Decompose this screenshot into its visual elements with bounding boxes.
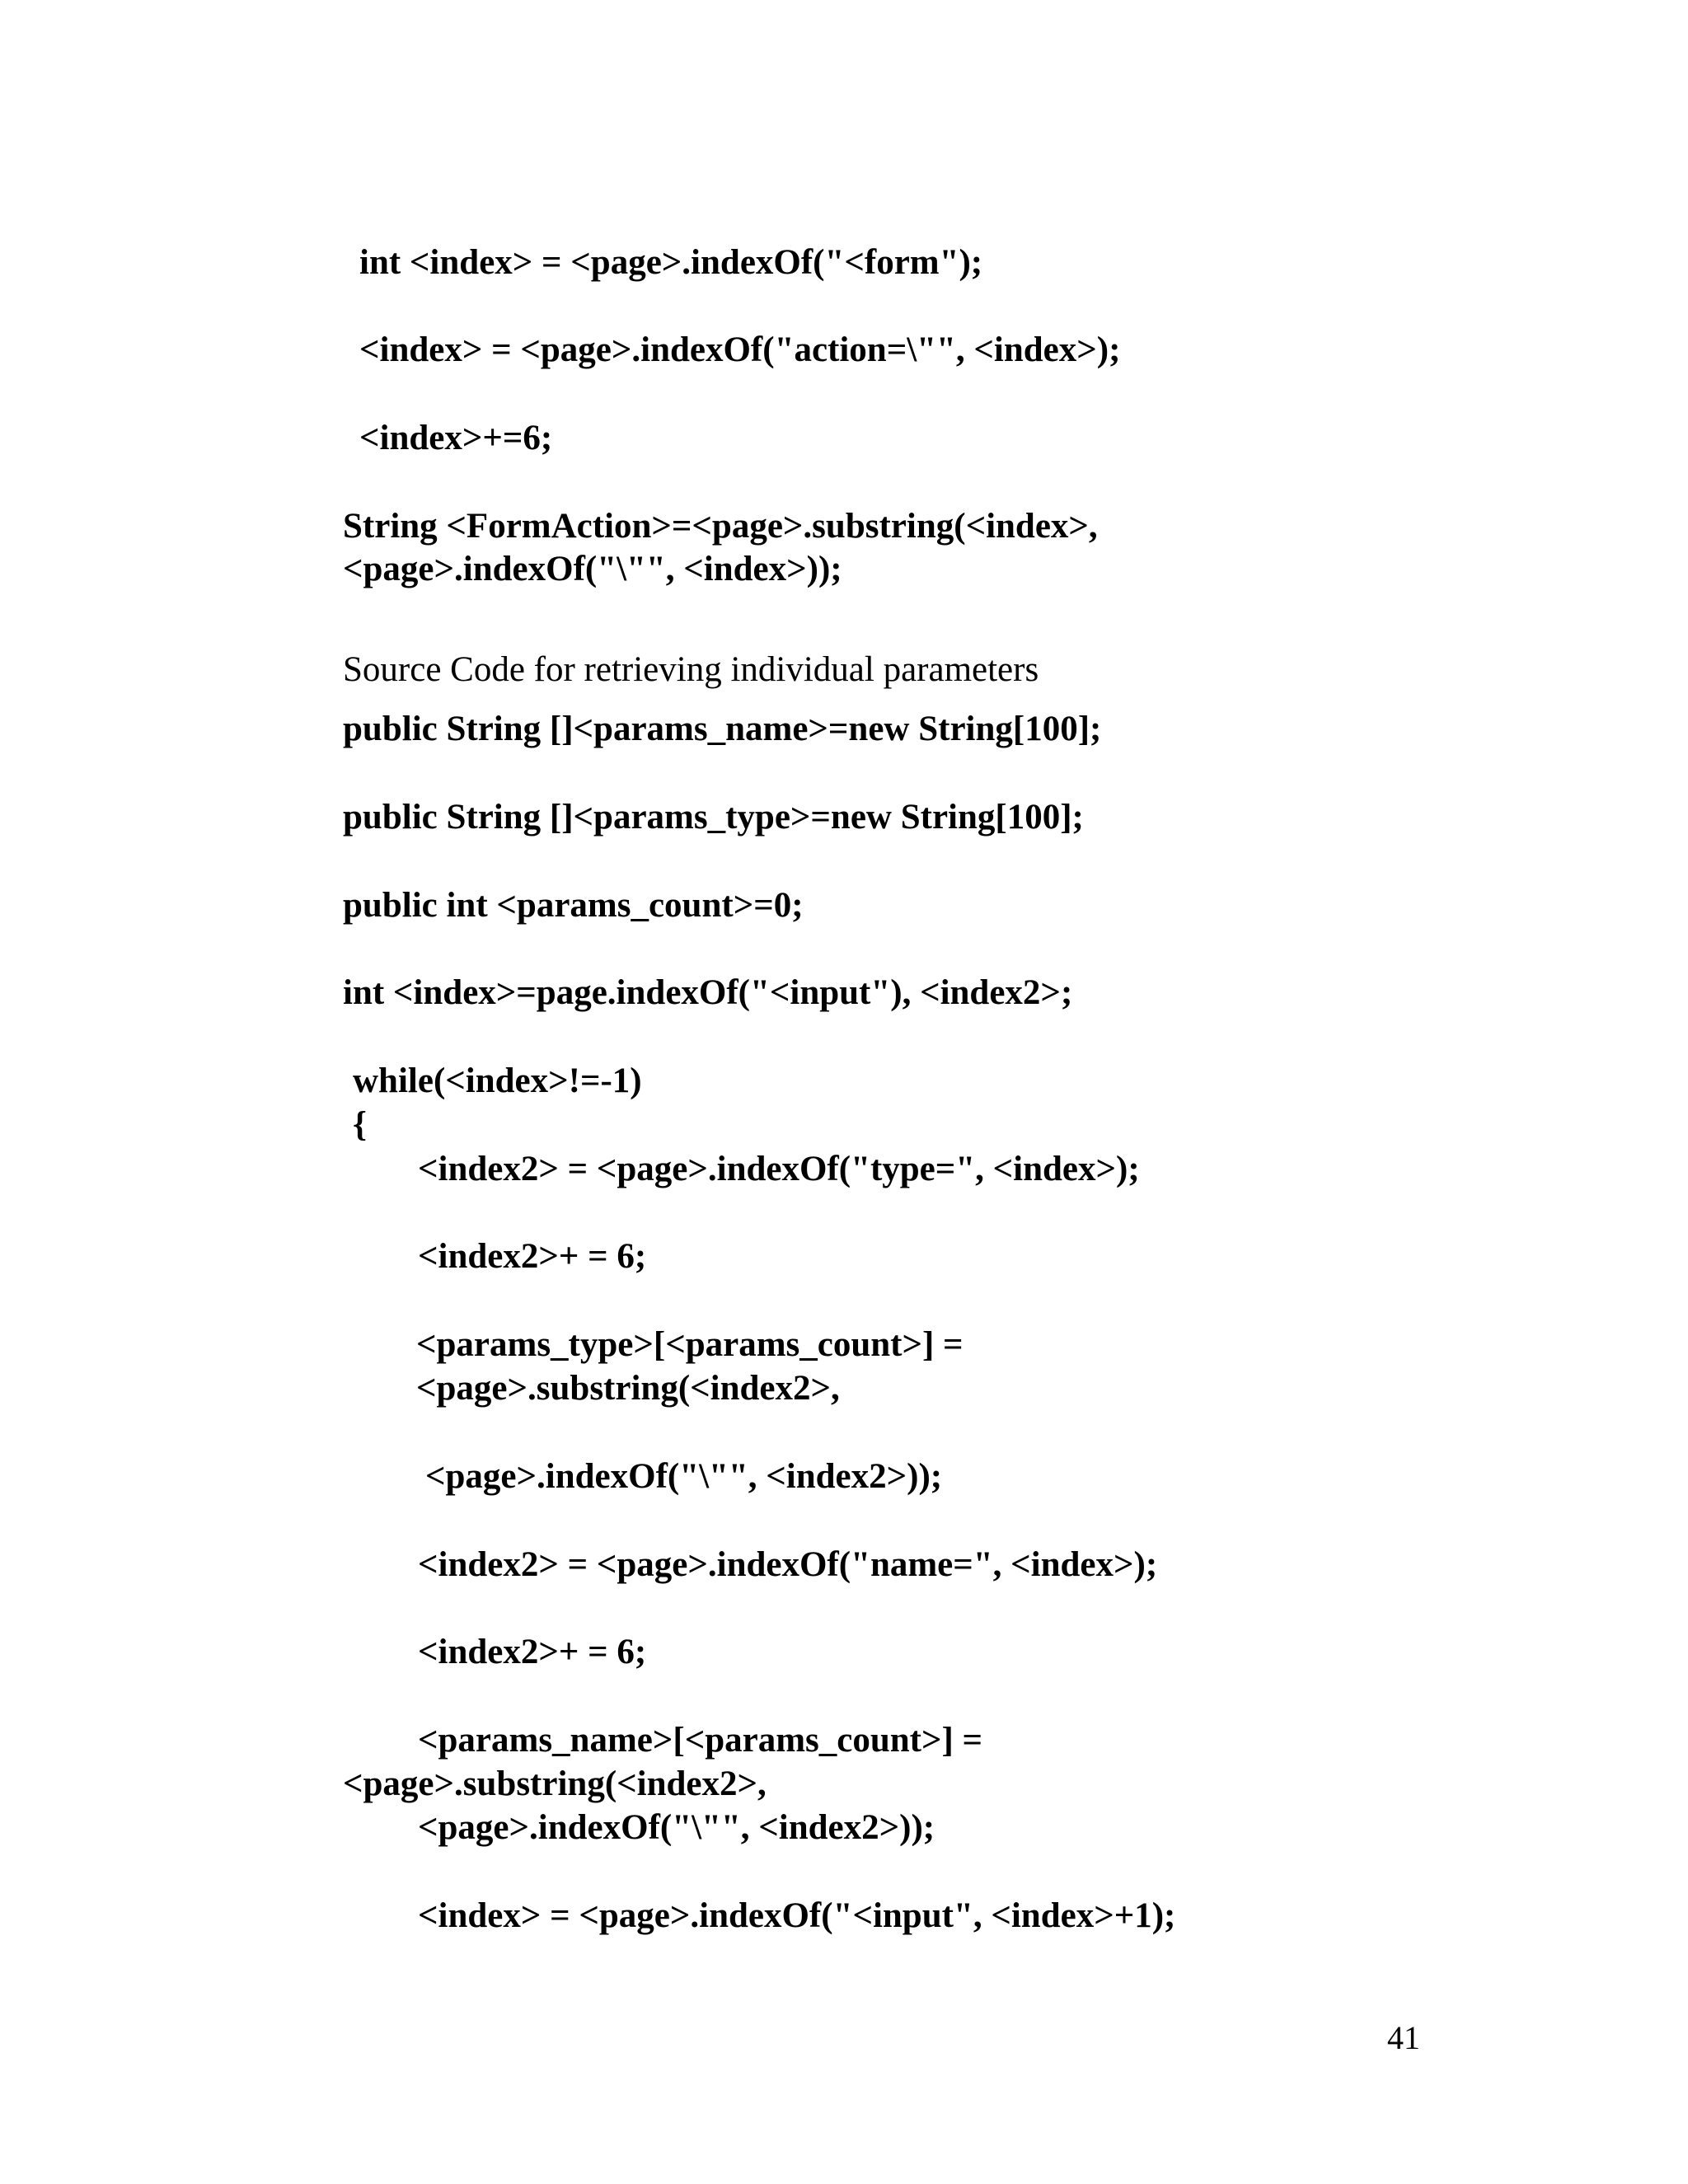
- code-line: <params_type>[<params_count>] =: [416, 1325, 964, 1364]
- code-line: public int <params_count>=0;: [343, 886, 804, 925]
- code-line: <page>.substring(<index2>,: [416, 1369, 840, 1408]
- code-line: <page>.indexOf("\"", <index2>));: [418, 1808, 935, 1847]
- code-line: <params_name>[<params_count>] =: [418, 1721, 983, 1760]
- code-line: <index> = <page>.indexOf("<input", <index>+1);: [418, 1896, 1176, 1935]
- code-line: <page>.indexOf("\"", <index2>));: [425, 1457, 943, 1496]
- code-line: <page>.indexOf("\"", <index>));: [343, 550, 842, 588]
- section-caption: Source Code for retrieving individual parameters: [343, 650, 1039, 689]
- code-line: int <index>=page.indexOf("<input"), <index2>;: [343, 973, 1073, 1012]
- page-number: 41: [1387, 2019, 1420, 2056]
- code-line: <index>+=6;: [359, 419, 553, 457]
- code-line: public String []<params_name>=new String[100];: [343, 710, 1102, 748]
- code-line: <index2>+ = 6;: [418, 1633, 647, 1671]
- code-line: <index2> = <page>.indexOf("type=", <index>);: [418, 1150, 1140, 1188]
- code-line: <page>.substring(<index2>,: [343, 1765, 767, 1803]
- code-line: public String []<params_type>=new String[100];: [343, 798, 1084, 837]
- code-line: while(<index>!=-1): [353, 1062, 642, 1100]
- code-line: <index> = <page>.indexOf("action=\"", <index>);: [359, 330, 1121, 369]
- code-line: String <FormAction>=<page>.substring(<index>,: [343, 507, 1098, 546]
- code-line: <index2> = <page>.indexOf("name=", <index>);: [418, 1545, 1158, 1584]
- code-line: {: [353, 1105, 367, 1144]
- code-line: int <index> = <page>.indexOf("<form");: [359, 243, 983, 282]
- code-line: <index2>+ = 6;: [418, 1237, 647, 1276]
